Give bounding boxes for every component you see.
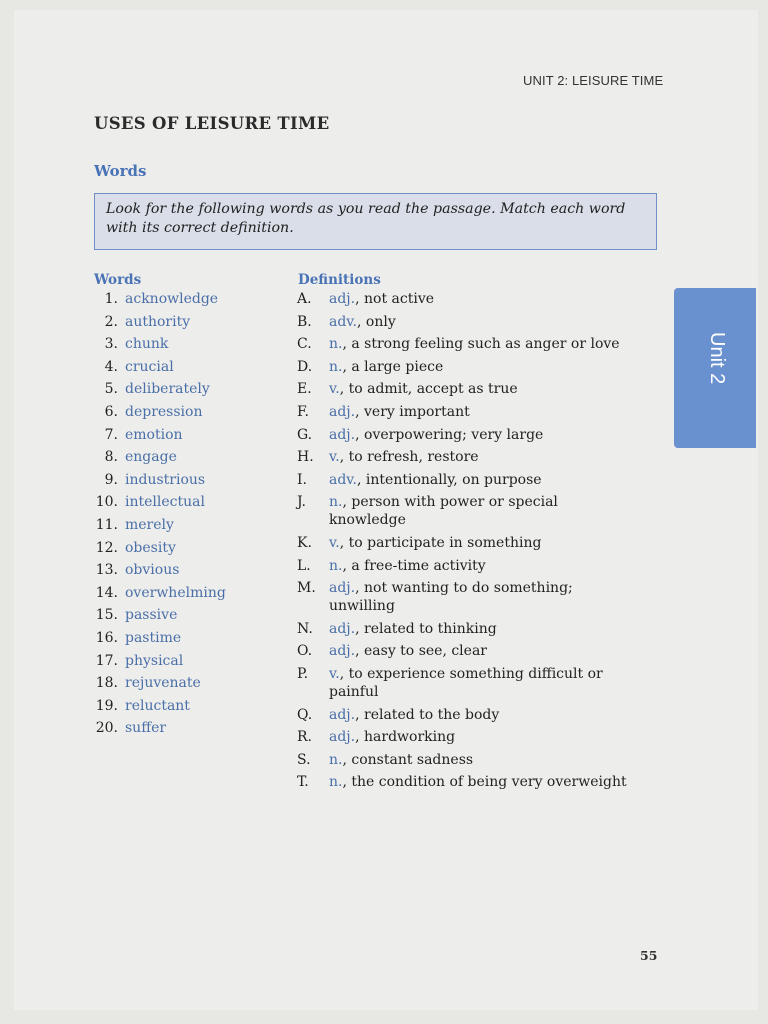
vocabulary-word: industrious xyxy=(125,471,206,488)
page-number: 55 xyxy=(640,948,658,963)
definition-text: , only xyxy=(357,313,396,330)
definition-text: , person with power or special knowledge xyxy=(329,494,558,529)
definition-letter: I. xyxy=(297,471,307,488)
vocabulary-word: acknowledge xyxy=(125,291,219,307)
definition-text: , a free-time activity xyxy=(342,557,486,574)
definition-letter: H. xyxy=(297,449,314,466)
word-number: 17. xyxy=(95,652,118,669)
definition-letter: R. xyxy=(297,729,312,746)
definition-list-item xyxy=(297,356,627,379)
definition-letter: C. xyxy=(297,336,312,353)
word-list-item xyxy=(88,378,226,401)
word-list-item xyxy=(88,672,226,695)
unit-side-tab xyxy=(674,288,756,448)
vocabulary-word: chunk xyxy=(125,336,169,353)
definition-letter: S. xyxy=(297,751,311,768)
definition-body xyxy=(329,620,627,638)
vocabulary-word: rejuvenate xyxy=(125,675,201,692)
definitions-list xyxy=(297,288,627,794)
definition-body xyxy=(329,751,627,769)
vocabulary-word: obvious xyxy=(125,562,180,579)
word-number: 3. xyxy=(104,336,118,353)
word-number: 12. xyxy=(95,539,118,556)
definition-body xyxy=(329,579,627,615)
definition-body xyxy=(329,665,627,701)
part-of-speech: n. xyxy=(329,494,343,511)
page-title: USES OF LEISURE TIME xyxy=(94,114,330,133)
part-of-speech: v. xyxy=(329,665,340,682)
word-list-item xyxy=(88,469,226,492)
word-number: 8. xyxy=(104,449,118,466)
definition-body xyxy=(329,706,627,724)
definition-letter: E. xyxy=(297,381,312,398)
word-list-item xyxy=(88,604,226,627)
part-of-speech: n. xyxy=(329,336,343,353)
definition-letter: O. xyxy=(297,643,313,660)
word-list-item xyxy=(88,356,226,379)
definition-text: , constant sadness xyxy=(342,751,474,768)
definitions-column-heading: Definitions xyxy=(298,272,381,288)
definition-body xyxy=(329,557,627,575)
definition-text: , the condition of being very overweight xyxy=(342,774,627,791)
word-number: 11. xyxy=(95,516,118,533)
word-number: 18. xyxy=(95,675,118,692)
vocabulary-word: merely xyxy=(125,516,174,533)
definition-text: , a strong feeling such as anger or love xyxy=(342,336,620,353)
definition-letter: L. xyxy=(297,557,311,574)
vocabulary-word: reluctant xyxy=(125,697,190,714)
definition-text: , to refresh, restore xyxy=(339,449,479,466)
definition-text: , overpowering; very large xyxy=(355,426,544,443)
vocabulary-word: overwhelming xyxy=(125,584,226,601)
word-number: 2. xyxy=(104,313,118,330)
definition-list-item xyxy=(297,446,627,469)
unit-tab-label: Unit 2 xyxy=(706,332,728,385)
word-list-item xyxy=(88,717,226,740)
definition-letter: M. xyxy=(297,580,316,597)
definition-body xyxy=(329,728,627,746)
definition-body xyxy=(329,773,627,791)
definition-body xyxy=(329,403,627,421)
definition-list-item xyxy=(297,640,627,663)
word-list-item xyxy=(88,627,226,650)
part-of-speech: adj. xyxy=(329,426,356,443)
definition-letter: A. xyxy=(297,291,312,307)
definition-body xyxy=(329,493,627,529)
word-list-item xyxy=(88,401,226,424)
word-list-item xyxy=(88,514,226,537)
definition-text: , to participate in something xyxy=(339,534,542,551)
definition-text: , related to the body xyxy=(355,706,500,723)
part-of-speech: v. xyxy=(329,534,340,551)
part-of-speech: adv. xyxy=(329,313,358,330)
word-list-item xyxy=(88,333,226,356)
word-list-item xyxy=(88,695,226,718)
definition-body xyxy=(329,471,627,489)
definition-text: , a large piece xyxy=(342,358,444,375)
definition-text: , to admit, accept as true xyxy=(339,381,518,398)
definition-list-item xyxy=(297,333,627,356)
word-number: 16. xyxy=(95,629,118,646)
word-number: 10. xyxy=(95,494,118,511)
part-of-speech: adj. xyxy=(329,729,356,746)
definition-letter: J. xyxy=(297,494,306,511)
definition-body xyxy=(329,313,627,331)
definition-letter: F. xyxy=(297,403,309,420)
definition-body xyxy=(329,426,627,444)
word-list-item xyxy=(88,311,226,334)
part-of-speech: adj. xyxy=(329,643,356,660)
word-number: 14. xyxy=(95,584,118,601)
definition-list-item xyxy=(297,726,627,749)
word-number: 5. xyxy=(104,381,118,398)
vocabulary-word: depression xyxy=(125,403,203,420)
definition-text: , hardworking xyxy=(355,729,456,746)
part-of-speech: adj. xyxy=(329,580,356,597)
vocabulary-word: passive xyxy=(125,607,178,624)
word-number: 13. xyxy=(95,562,118,579)
definition-list-item xyxy=(297,555,627,578)
word-list-item xyxy=(88,537,226,560)
definition-text: , related to thinking xyxy=(355,620,497,637)
definition-list-item xyxy=(297,311,627,334)
word-number: 7. xyxy=(104,426,118,443)
definition-list-item xyxy=(297,469,627,492)
definition-list-item xyxy=(297,704,627,727)
definition-list-item xyxy=(297,288,627,311)
definition-body xyxy=(329,290,627,308)
word-number: 9. xyxy=(104,471,118,488)
word-list-item xyxy=(88,446,226,469)
running-header: UNIT 2: LEISURE TIME xyxy=(523,73,664,88)
vocabulary-word: authority xyxy=(125,313,191,330)
instructions-box xyxy=(94,193,657,250)
part-of-speech: v. xyxy=(329,381,340,398)
part-of-speech: adj. xyxy=(329,706,356,723)
word-list-item xyxy=(88,650,226,673)
part-of-speech: n. xyxy=(329,557,343,574)
definition-text: , not wanting to do something; unwilling xyxy=(329,580,573,615)
word-list-item xyxy=(88,491,226,514)
part-of-speech: n. xyxy=(329,751,343,768)
part-of-speech: v. xyxy=(329,449,340,466)
word-list-item xyxy=(88,288,226,311)
definition-list-item xyxy=(297,749,627,772)
vocabulary-word: intellectual xyxy=(125,494,205,511)
section-heading: Words xyxy=(94,162,147,180)
part-of-speech: n. xyxy=(329,358,343,375)
definition-text: , very important xyxy=(355,403,470,420)
definition-list-item xyxy=(297,663,627,704)
vocabulary-word: emotion xyxy=(125,426,183,443)
word-number: 20. xyxy=(95,720,118,737)
instructions-text: Look for the following words as you read the passage. Match each word with its correct definition. xyxy=(106,201,626,236)
definition-letter: Q. xyxy=(297,706,313,723)
definition-letter: D. xyxy=(297,358,313,375)
vocabulary-word: obesity xyxy=(125,539,176,556)
definition-list-item xyxy=(297,532,627,555)
definition-body xyxy=(329,534,627,552)
definition-letter: T. xyxy=(297,774,309,791)
definition-list-item xyxy=(297,491,627,532)
definition-list-item xyxy=(297,378,627,401)
vocabulary-word: crucial xyxy=(125,358,174,375)
definition-letter: N. xyxy=(297,620,313,637)
definition-list-item xyxy=(297,401,627,424)
definition-text: , to experience something difficult or painful xyxy=(329,665,603,700)
part-of-speech: adj. xyxy=(329,403,356,420)
definition-list-item xyxy=(297,424,627,447)
word-number: 4. xyxy=(104,358,118,375)
definition-list-item xyxy=(297,771,627,794)
definition-text: , easy to see, clear xyxy=(355,643,487,660)
definition-letter: B. xyxy=(297,313,312,330)
word-list-item xyxy=(88,582,226,605)
word-list-item xyxy=(88,424,226,447)
definition-list-item xyxy=(297,618,627,641)
word-list-item xyxy=(88,559,226,582)
definition-letter: P. xyxy=(297,665,309,682)
definition-body xyxy=(329,448,627,466)
word-number: 19. xyxy=(95,697,118,714)
vocabulary-word: physical xyxy=(125,652,184,669)
definition-list-item xyxy=(297,577,627,618)
word-number: 6. xyxy=(104,403,118,420)
definition-text: , intentionally, on purpose xyxy=(357,471,542,488)
definition-body xyxy=(329,335,627,353)
part-of-speech: n. xyxy=(329,774,343,791)
vocabulary-word: pastime xyxy=(125,629,182,646)
words-column-heading: Words xyxy=(94,272,142,288)
vocabulary-word: suffer xyxy=(125,720,167,737)
vocabulary-word: engage xyxy=(125,449,177,466)
definition-letter: K. xyxy=(297,534,312,551)
words-list xyxy=(88,288,226,740)
vocabulary-word: deliberately xyxy=(125,381,210,398)
definition-body xyxy=(329,642,627,660)
definition-body xyxy=(329,380,627,398)
word-number: 1. xyxy=(104,291,118,307)
word-number: 15. xyxy=(95,607,118,624)
definition-body xyxy=(329,358,627,376)
definition-text: , not active xyxy=(355,291,435,307)
part-of-speech: adj. xyxy=(329,291,356,307)
part-of-speech: adj. xyxy=(329,620,356,637)
part-of-speech: adv. xyxy=(329,471,358,488)
definition-letter: G. xyxy=(297,426,313,443)
